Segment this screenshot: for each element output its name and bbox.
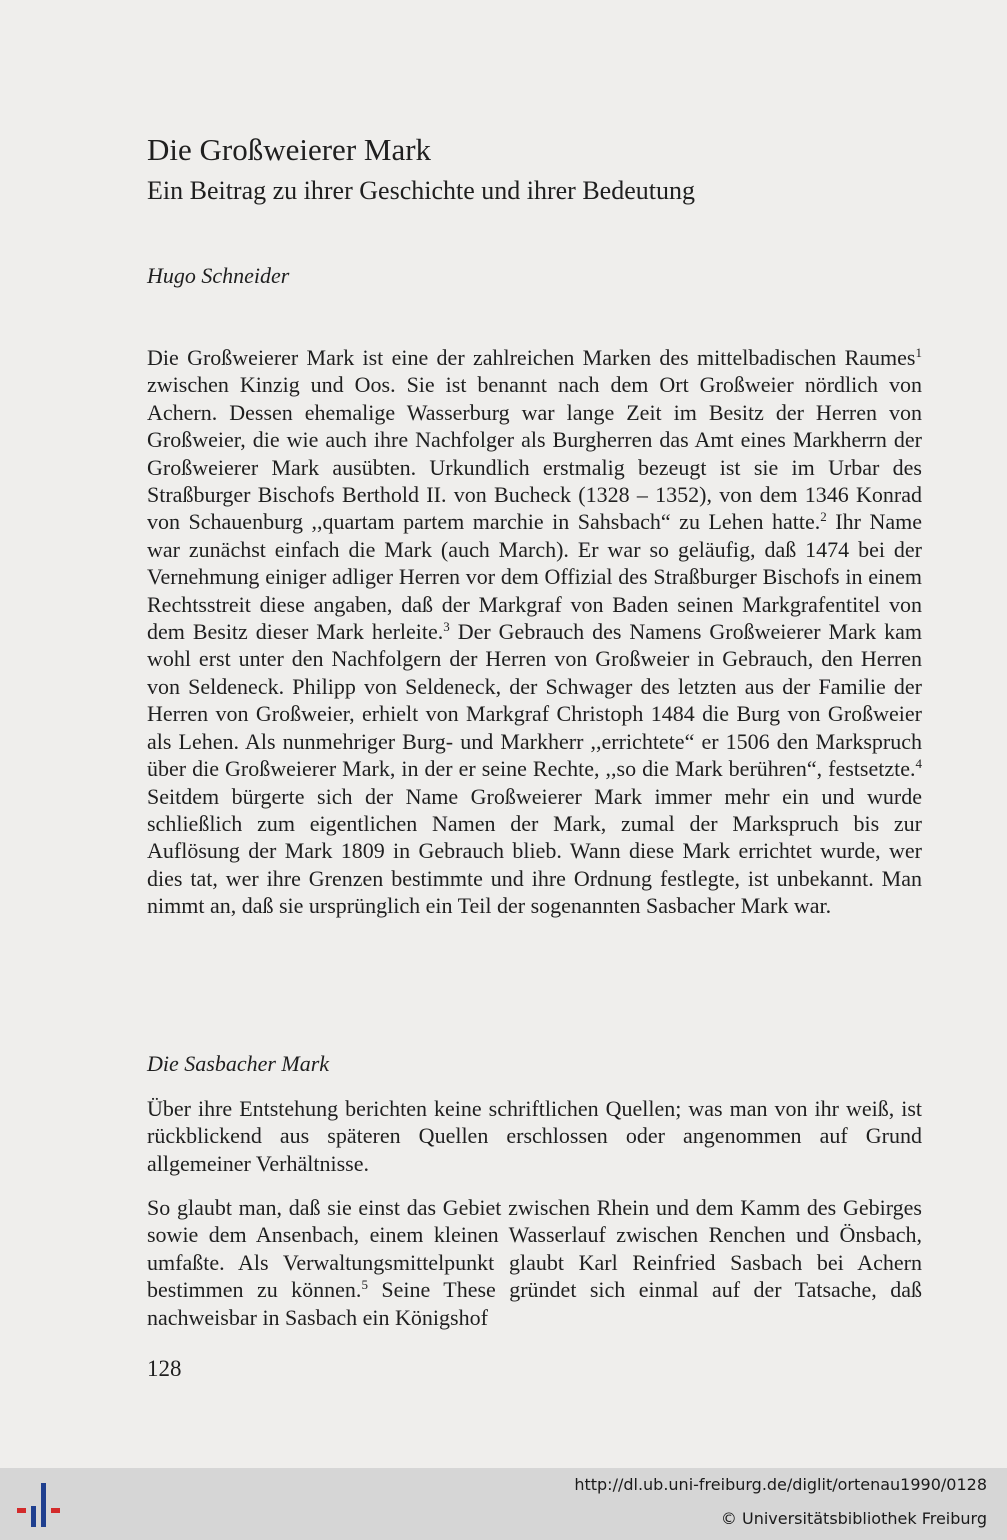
copyright-notice: © Universitätsbibliothek Freiburg xyxy=(720,1509,987,1528)
body-paragraph-1 xyxy=(147,344,922,920)
article-title: Die Großweierer Mark xyxy=(147,132,432,167)
body-paragraph-3 xyxy=(147,1194,922,1331)
text-run: Der Gebrauch des Namens Großweierer Mark kam wohl erst unter den Nachfolgern der Herren von Großweier in Gebrauch, den Herren von Seldeneck. Philipp von Seldeneck, der Schwager des letzten aus der Familie der Herren von Großweier, erhielt von Markgraf Christoph 1484 die Burg von Großweier als Lehen. Als nunmehriger Burg- und Markherr ,,errichtete“ er 1506 den Markspruch über die Großweierer Mark, in der er seine Rechte, ,,so die Mark berühren“, festsetzte. xyxy=(147,619,923,782)
footnote-ref-2: 2 xyxy=(820,509,827,525)
text-run: zwischen Kinzig und Oos. Sie ist benannt nach dem Ort Großweier nördlich von Achern. Dessen ehemalige Wasserburg war lange Zeit im Besitz der Herren von Großweier, die wie auch ihre Nachfolger als Burgherren das Amt eines Markherrn der Großweierer Mark ausübten. Urkundlich erstmalig bezeugt ist sie im Urbar des Straßburger Bischofs Berthold II. von Bucheck (1328 – 1352), von dem 1346 Konrad von Schauenburg ,,quartam partem marchie in Sahsbach“ zu Lehen hatte. xyxy=(147,372,922,535)
footnote-ref-1: 1 xyxy=(915,345,922,360)
section-heading: Die Sasbacher Mark xyxy=(147,1051,330,1076)
logo-dash xyxy=(17,1508,26,1513)
source-url-link[interactable]: http://dl.ub.uni-freiburg.de/diglit/ortenau1990/0128 xyxy=(574,1475,987,1494)
body-paragraph-2: Über ihre Entstehung berichten keine schriftlichen Quellen; was man von ihr weiß, ist rückblickend aus späteren Quellen erschlossen oder angenommen auf Grund allgemeiner Verhältnisse. xyxy=(147,1096,922,1176)
article-author: Hugo Schneider xyxy=(147,263,290,288)
footnote-ref-4: 4 xyxy=(915,756,922,772)
viewer-footer xyxy=(0,1468,1007,1540)
article-subtitle: Ein Beitrag zu ihrer Geschichte und ihrer Bedeutung xyxy=(147,176,695,205)
logo-bar xyxy=(31,1506,36,1527)
text-run: Seine These gründet sich einmal auf der Tatsache, daß nachweisbar in Sasbach ein Königshof xyxy=(147,1277,922,1330)
ub-freiburg-logo-icon xyxy=(14,1481,64,1529)
page-number: 128 xyxy=(147,1356,182,1381)
text-run: Seitdem bürgerte sich der Name Großweierer Mark immer mehr ein und wurde schließlich zum eigentlichen Namen der Mark, zumal der Markspruch bis zur Auflösung der Mark 1809 in Gebrauch blieb. Wann diese Mark errichtet wurde, wer dies tat, wer ihre Grenzen bestimmte und ihre Ordnung festlegte, ist unbekannt. Man nimmt an, daß sie ursprünglich ein Teil der sogenannten Sasbacher Mark war. xyxy=(147,783,922,919)
text-run: Die Großweierer Mark ist eine der zahlreichen Marken des mittelbadischen Raumes xyxy=(147,345,916,370)
text-run: So glaubt man, daß sie einst das Gebiet zwischen Rhein und dem Kamm des Gebirges sowie dem Ansenbach, einem kleinen Wasserlauf zwischen Renchen und Önsbach, umfaßte. Als Verwaltungsmittelpunkt glaubt Karl Reinfried Sasbach bei Achern bestimmen zu können. xyxy=(147,1195,922,1303)
text-run: Ihr Name war zunächst einfach die Mark (auch March). Er war so geläufig, daß 1474 bei der Vernehmung einiger adliger Herren vor dem Offizial des Straßburger Bischofs in einem Rechtsstreit diese angaben, daß der Markgraf von Baden seinen Markgrafentitel von dem Besitz dieser Mark herleite. xyxy=(147,509,923,645)
logo-bar xyxy=(41,1483,46,1527)
footnote-ref-3: 3 xyxy=(443,619,450,635)
logo-dash xyxy=(51,1508,60,1513)
footnote-ref-5: 5 xyxy=(361,1277,368,1293)
